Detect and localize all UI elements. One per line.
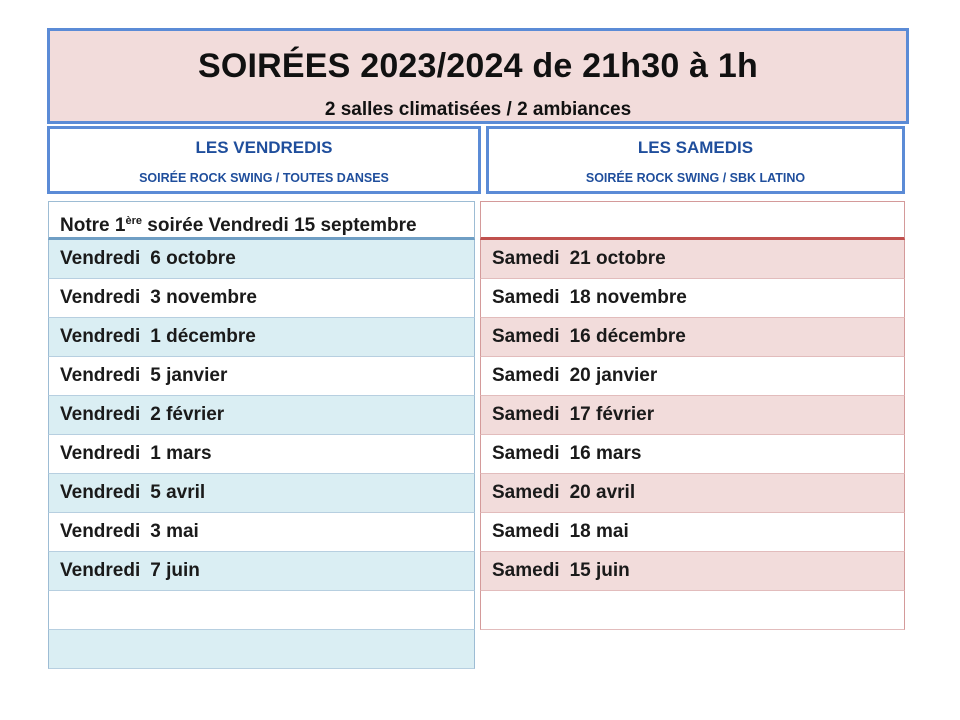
date-label: 18 novembre	[569, 287, 687, 308]
friday-row	[48, 318, 475, 357]
page-header	[47, 28, 909, 124]
fridays-heading: LES VENDREDIS	[195, 138, 333, 157]
fridays-heading-box	[47, 126, 481, 194]
first-row-sup: ère	[125, 215, 142, 227]
friday-row	[48, 435, 475, 474]
date-label: 1 décembre	[150, 326, 256, 347]
day-label: Vendredi	[60, 560, 141, 581]
saturday-row	[480, 279, 905, 318]
day-label: Vendredi	[60, 248, 141, 269]
saturdays-heading: LES SAMEDIS	[637, 138, 754, 157]
saturday-row	[480, 240, 905, 279]
page-title: SOIRÉES 2023/2024 de 21h30 à 1h	[198, 47, 758, 85]
date-label: 5 janvier	[150, 365, 228, 386]
day-label: Samedi	[492, 248, 560, 269]
fridays-table	[48, 201, 475, 669]
day-label: Samedi	[492, 443, 560, 464]
saturday-row	[480, 357, 905, 396]
saturday-row	[480, 396, 905, 435]
date-label: 5 avril	[150, 482, 206, 503]
saturday-row	[480, 435, 905, 474]
date-label: 1 mars	[150, 443, 212, 464]
day-label: Samedi	[492, 404, 560, 425]
first-row-prefix: Notre 1	[60, 215, 126, 236]
day-label: Vendredi	[60, 404, 141, 425]
date-label: 7 juin	[150, 560, 200, 581]
day-label: Samedi	[492, 287, 560, 308]
fridays-first-row	[48, 201, 475, 240]
date-label: 2 février	[150, 404, 225, 425]
date-label: 15 juin	[569, 560, 630, 581]
saturdays-table	[480, 201, 905, 630]
day-label: Samedi	[492, 482, 560, 503]
day-label: Vendredi	[60, 443, 141, 464]
date-label: 3 mai	[150, 521, 199, 542]
friday-row	[48, 552, 475, 591]
friday-row	[48, 240, 475, 279]
date-label: 18 mai	[569, 521, 629, 542]
date-label: 16 mars	[569, 443, 642, 464]
day-label: Samedi	[492, 326, 560, 347]
day-label: Vendredi	[60, 326, 141, 347]
date-label: 6 octobre	[150, 248, 236, 269]
date-label: 17 février	[569, 404, 655, 425]
date-label: 3 novembre	[150, 287, 257, 308]
first-row-suffix: soirée Vendredi 15 septembre	[142, 215, 417, 236]
saturday-row	[480, 318, 905, 357]
day-label: Samedi	[492, 560, 560, 581]
friday-row	[48, 513, 475, 552]
fridays-subheading: SOIRÉE ROCK SWING / TOUTES DANSES	[139, 171, 389, 185]
friday-row	[48, 357, 475, 396]
saturday-row-empty	[480, 591, 905, 630]
friday-row	[48, 279, 475, 318]
saturday-row	[480, 552, 905, 591]
day-label: Vendredi	[60, 482, 141, 503]
saturday-row-empty	[480, 201, 905, 240]
day-label: Samedi	[492, 365, 560, 386]
day-label: Samedi	[492, 521, 560, 542]
saturdays-subheading: SOIRÉE ROCK SWING / SBK LATINO	[585, 171, 806, 185]
friday-row	[48, 474, 475, 513]
date-label: 20 janvier	[569, 365, 658, 386]
day-label: Vendredi	[60, 365, 141, 386]
saturday-row	[480, 513, 905, 552]
date-label: 16 décembre	[569, 326, 686, 347]
friday-row-empty	[48, 591, 475, 630]
friday-row	[48, 396, 475, 435]
date-label: 21 octobre	[569, 248, 666, 269]
friday-row-empty	[48, 630, 475, 669]
day-label: Vendredi	[60, 287, 141, 308]
date-label: 20 avril	[569, 482, 636, 503]
saturdays-heading-box	[486, 126, 905, 194]
saturday-row	[480, 474, 905, 513]
page-subtitle: 2 salles climatisées / 2 ambiances	[324, 99, 632, 120]
day-label: Vendredi	[60, 521, 141, 542]
